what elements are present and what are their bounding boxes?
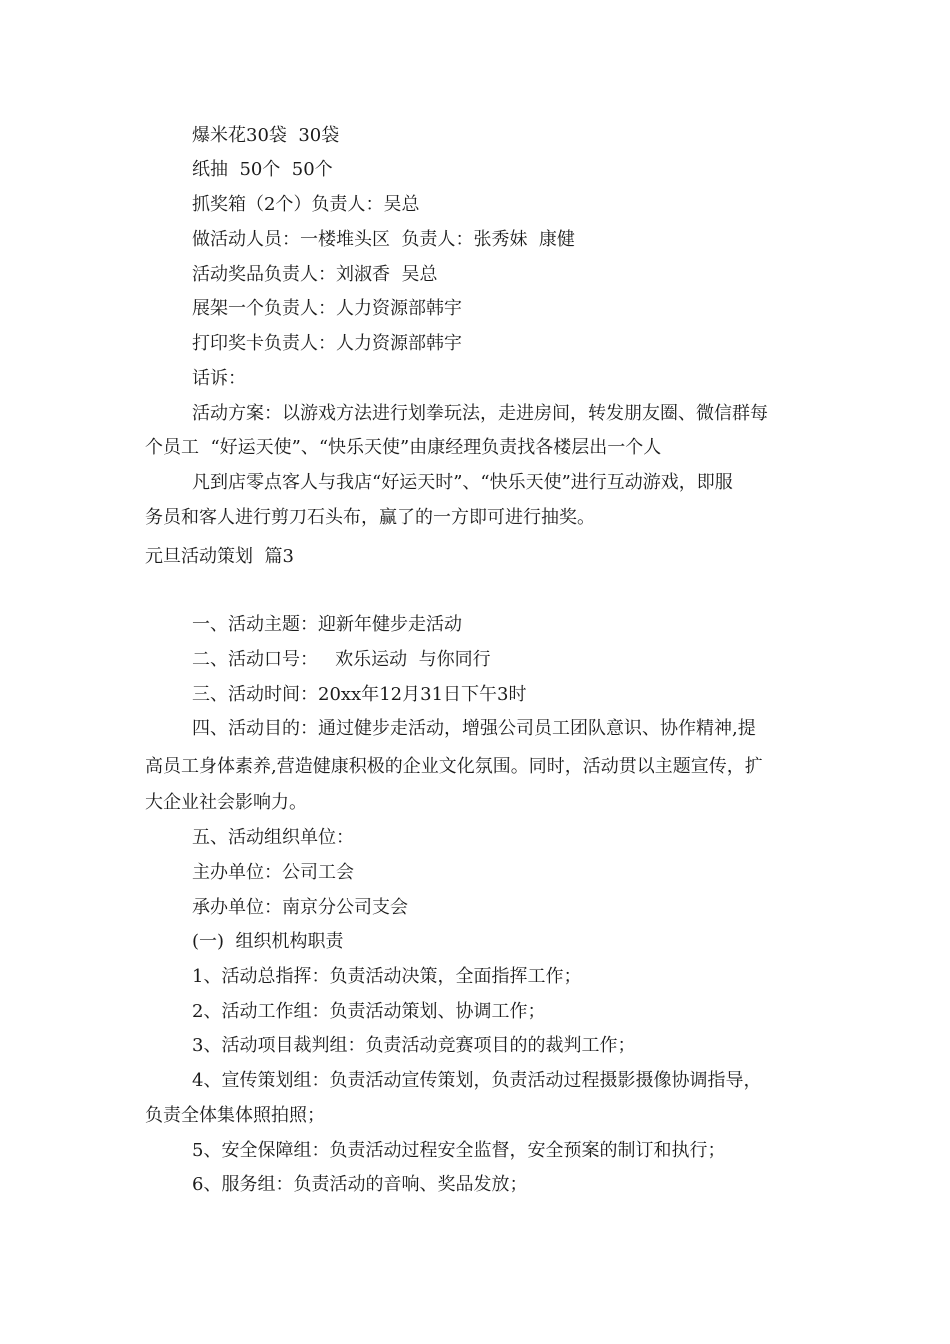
paragraph-tissue: 纸抽 50个 50个 [192,159,333,180]
paragraph-activity-staff: 做活动人员：一楼堆头区 负责人：张秀妹 康健 [192,229,575,250]
paragraph-referee-group: 3、活动项目裁判组：负责活动竞赛项目的的裁判工作； [192,1035,636,1056]
paragraph-plan-line1: 活动方案：以游戏方法进行划拳玩法，走进房间，转发朋友圈、微信群每 [192,403,768,424]
paragraph-undertaker: 承办单位：南京分公司支会 [192,897,408,918]
paragraph-script: 话诉： [192,368,246,389]
paragraph-plan-line2: 个员工 “好运天使”、“快乐天使”由康经理负责找各楼层出一个人 [145,437,662,458]
paragraph-commander: 1、活动总指挥：负责活动决策，全面指挥工作； [192,966,582,987]
paragraph-host: 主办单位：公司工会 [192,862,354,883]
paragraph-purpose-line2: 高员工身体素养,营造健康积极的企业文化氛围。同时，活动贯以主题宣传，扩 [145,756,763,777]
paragraph-print-cards: 打印奖卡负责人：人力资源部韩宇 [192,333,462,354]
paragraph-service-group: 6、服务组：负责活动的音响、奖品发放； [192,1174,528,1195]
paragraph-publicity-line2: 负责全体集体照拍照； [145,1105,325,1126]
paragraph-game-line2: 务员和客人进行剪刀石头布，赢了的一方即可进行抽奖。 [145,507,595,528]
paragraph-lottery-box: 抓奖箱（2个）负责人：吴总 [192,194,420,215]
paragraph-working-group: 2、活动工作组：负责活动策划、协调工作； [192,1001,546,1022]
paragraph-safety-group: 5、安全保障组：负责活动过程安全监督，安全预案的制订和执行； [192,1140,726,1161]
paragraph-prize-owner: 活动奖品负责人：刘淑香 吴总 [192,264,438,285]
paragraph-popcorn: 爆米花30袋 30袋 [192,125,340,146]
paragraph-theme: 一、活动主题：迎新年健步走活动 [192,614,462,635]
paragraph-purpose-line3: 大企业社会影响力。 [145,792,307,813]
paragraph-purpose-line1: 四、活动目的：通过健步走活动，增强公司员工团队意识、协作精神,提 [192,718,756,739]
paragraph-organizers: 五、活动组织单位： [192,827,354,848]
paragraph-org-duties: (一) 组织机构职责 [192,931,344,952]
paragraph-display-stand: 展架一个负责人：人力资源部韩宇 [192,298,462,319]
paragraph-slogan: 二、活动口号： 欢乐运动 与你同行 [192,649,491,670]
paragraph-time: 三、活动时间：20xx年12月31日下午3时 [192,684,527,705]
paragraph-game-line1: 凡到店零点客人与我店“好运天时”、“快乐天使”进行互动游戏，即服 [192,472,733,493]
section-heading: 元旦活动策划 篇3 [145,546,294,567]
paragraph-publicity-line1: 4、宣传策划组：负责活动宣传策划，负责活动过程摄影摄像协调指导， [192,1070,762,1091]
